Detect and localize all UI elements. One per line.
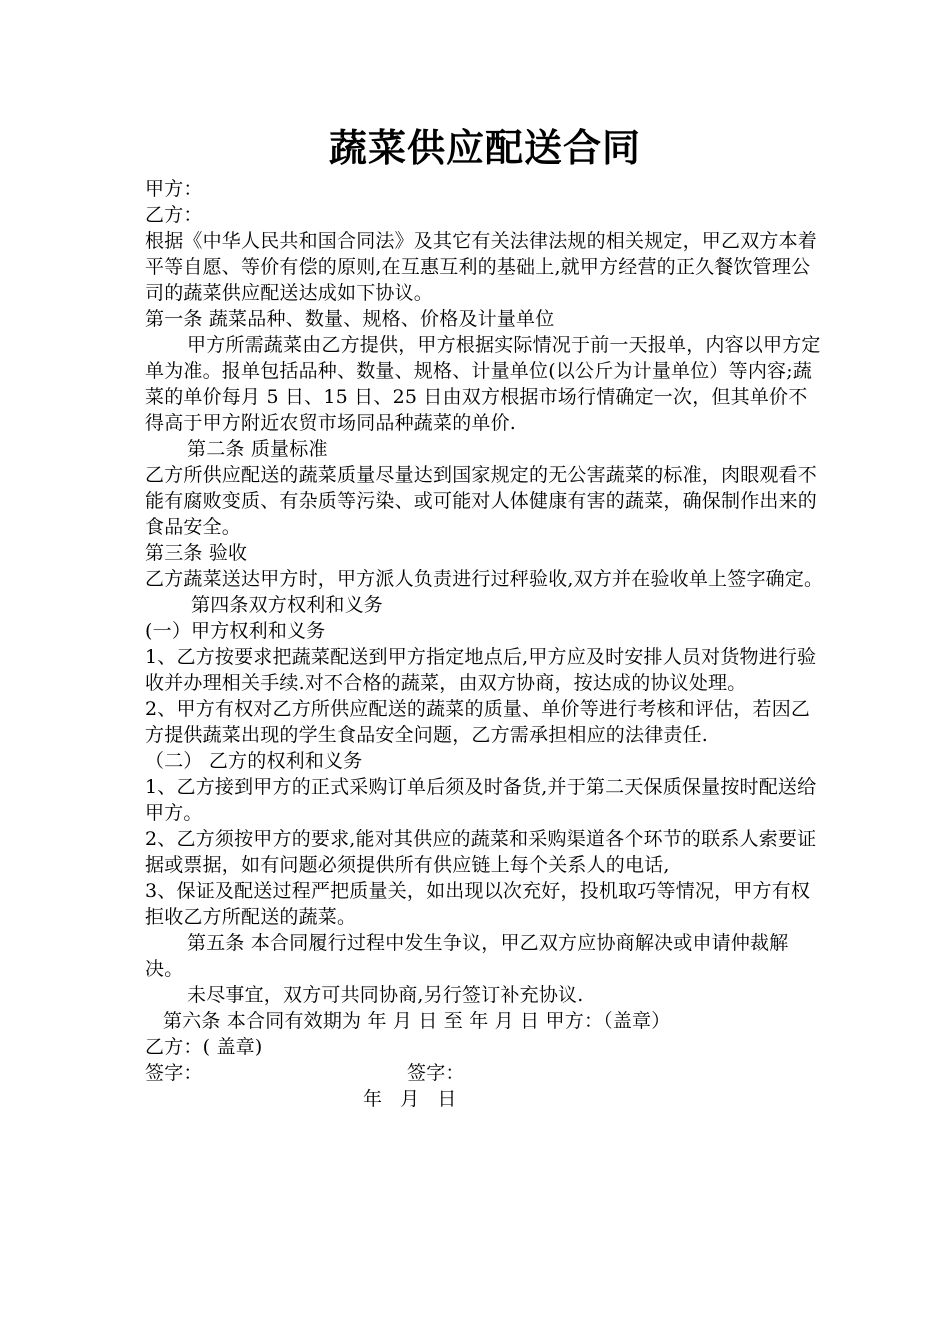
date-month: 月 xyxy=(400,1088,420,1110)
article-2-body: 乙方所供应配送的蔬菜质量尽量达到国家规定的无公害蔬菜的标准，肉眼观看不能有腐败变质、有杂质等污染、或可能对人体健康有害的蔬菜，确保制作出来的食品安全。 xyxy=(145,464,818,538)
signature-row xyxy=(145,1060,825,1086)
article-4-sub2-item: 2、乙方须按甲方的要求,能对其供应的蔬菜和采购渠道各个环节的联系人索要证据或票据，如有问题必须提供所有供应链上每个关系人的电话, xyxy=(145,828,817,876)
document-title: 蔬菜供应配送合同 xyxy=(328,126,641,170)
party-b-line: 乙方： xyxy=(145,204,203,226)
signature-right: 签字： xyxy=(407,1062,465,1084)
supplementary-paragraph: 未尽事宜，双方可共同协商,另行签订补充协议. xyxy=(187,984,584,1006)
article-3-heading: 第三条 验收 xyxy=(145,542,248,564)
article-1-heading: 第一条 蔬菜品种、数量、规格、价格及计量单位 xyxy=(145,308,555,330)
party-b-seal-line: 乙方：( 盖章) xyxy=(145,1036,263,1058)
date-line xyxy=(145,1086,825,1112)
article-1-body: 甲方所需蔬菜由乙方提供，甲方根据实际情况于前一天报单，内容以甲方定单为准。报单包括品种、数量、规格、计量单位(以公斤为计量单位）等内容;蔬菜的单价每月 5 日、15 日、25 日由双方根据市场行情确定一次，但其单价不得高于甲方附近农贸市场同品种蔬菜的单价. xyxy=(145,334,821,434)
article-4-sub2-item: 3、保证及配送过程严把质量关，如出现以次充好，投机取巧等情况，甲方有权拒收乙方所配送的蔬菜。 xyxy=(145,880,811,928)
article-2-heading: 第二条 质量标准 xyxy=(187,438,328,460)
article-6-paragraph: 第六条 本合同有效期为 年 月 日 至 年 月 日 甲方：（盖章） xyxy=(163,1010,671,1032)
article-4-sub1-heading: (一）甲方权利和义务 xyxy=(145,620,326,642)
article-4-sub2-heading: （二） 乙方的权利和义务 xyxy=(145,750,363,772)
date-year: 年 xyxy=(363,1088,383,1110)
party-a-line: 甲方： xyxy=(145,178,203,200)
article-4-sub2-item: 1、乙方接到甲方的正式采购订单后须及时备货,并于第二天保质保量按时配送给甲方。 xyxy=(145,776,817,824)
article-3-body: 乙方蔬菜送达甲方时，甲方派人负责进行过秤验收,双方并在验收单上签字确定。 xyxy=(145,568,824,590)
date-day: 日 xyxy=(437,1088,457,1110)
contract-page xyxy=(145,122,825,1112)
preamble-paragraph: 根据《中华人民共和国合同法》及其它有关法律法规的相关规定，甲乙双方本着平等自愿、等价有偿的原则,在互惠互利的基础上,就甲方经营的正久餐饮管理公司的蔬菜供应配送达成如下协议。 xyxy=(145,230,818,304)
article-4-sub1-item: 2、甲方有权对乙方所供应配送的蔬菜的质量、单价等进行考核和评估，若因乙方提供蔬菜出现的学生食品安全问题，乙方需承担相应的法律责任. xyxy=(145,698,811,746)
signature-left: 签字： xyxy=(145,1062,203,1084)
article-4-heading: 第四条双方权利和义务 xyxy=(191,594,384,616)
article-5-paragraph: 第五条 本合同履行过程中发生争议，甲乙双方应协商解决或申请仲裁解决。 xyxy=(145,932,789,980)
article-4-sub1-item: 1、乙方按要求把蔬菜配送到甲方指定地点后,甲方应及时安排人员对货物进行验收并办理相关手续.对不合格的蔬菜，由双方协商，按达成的协议处理。 xyxy=(145,646,817,694)
